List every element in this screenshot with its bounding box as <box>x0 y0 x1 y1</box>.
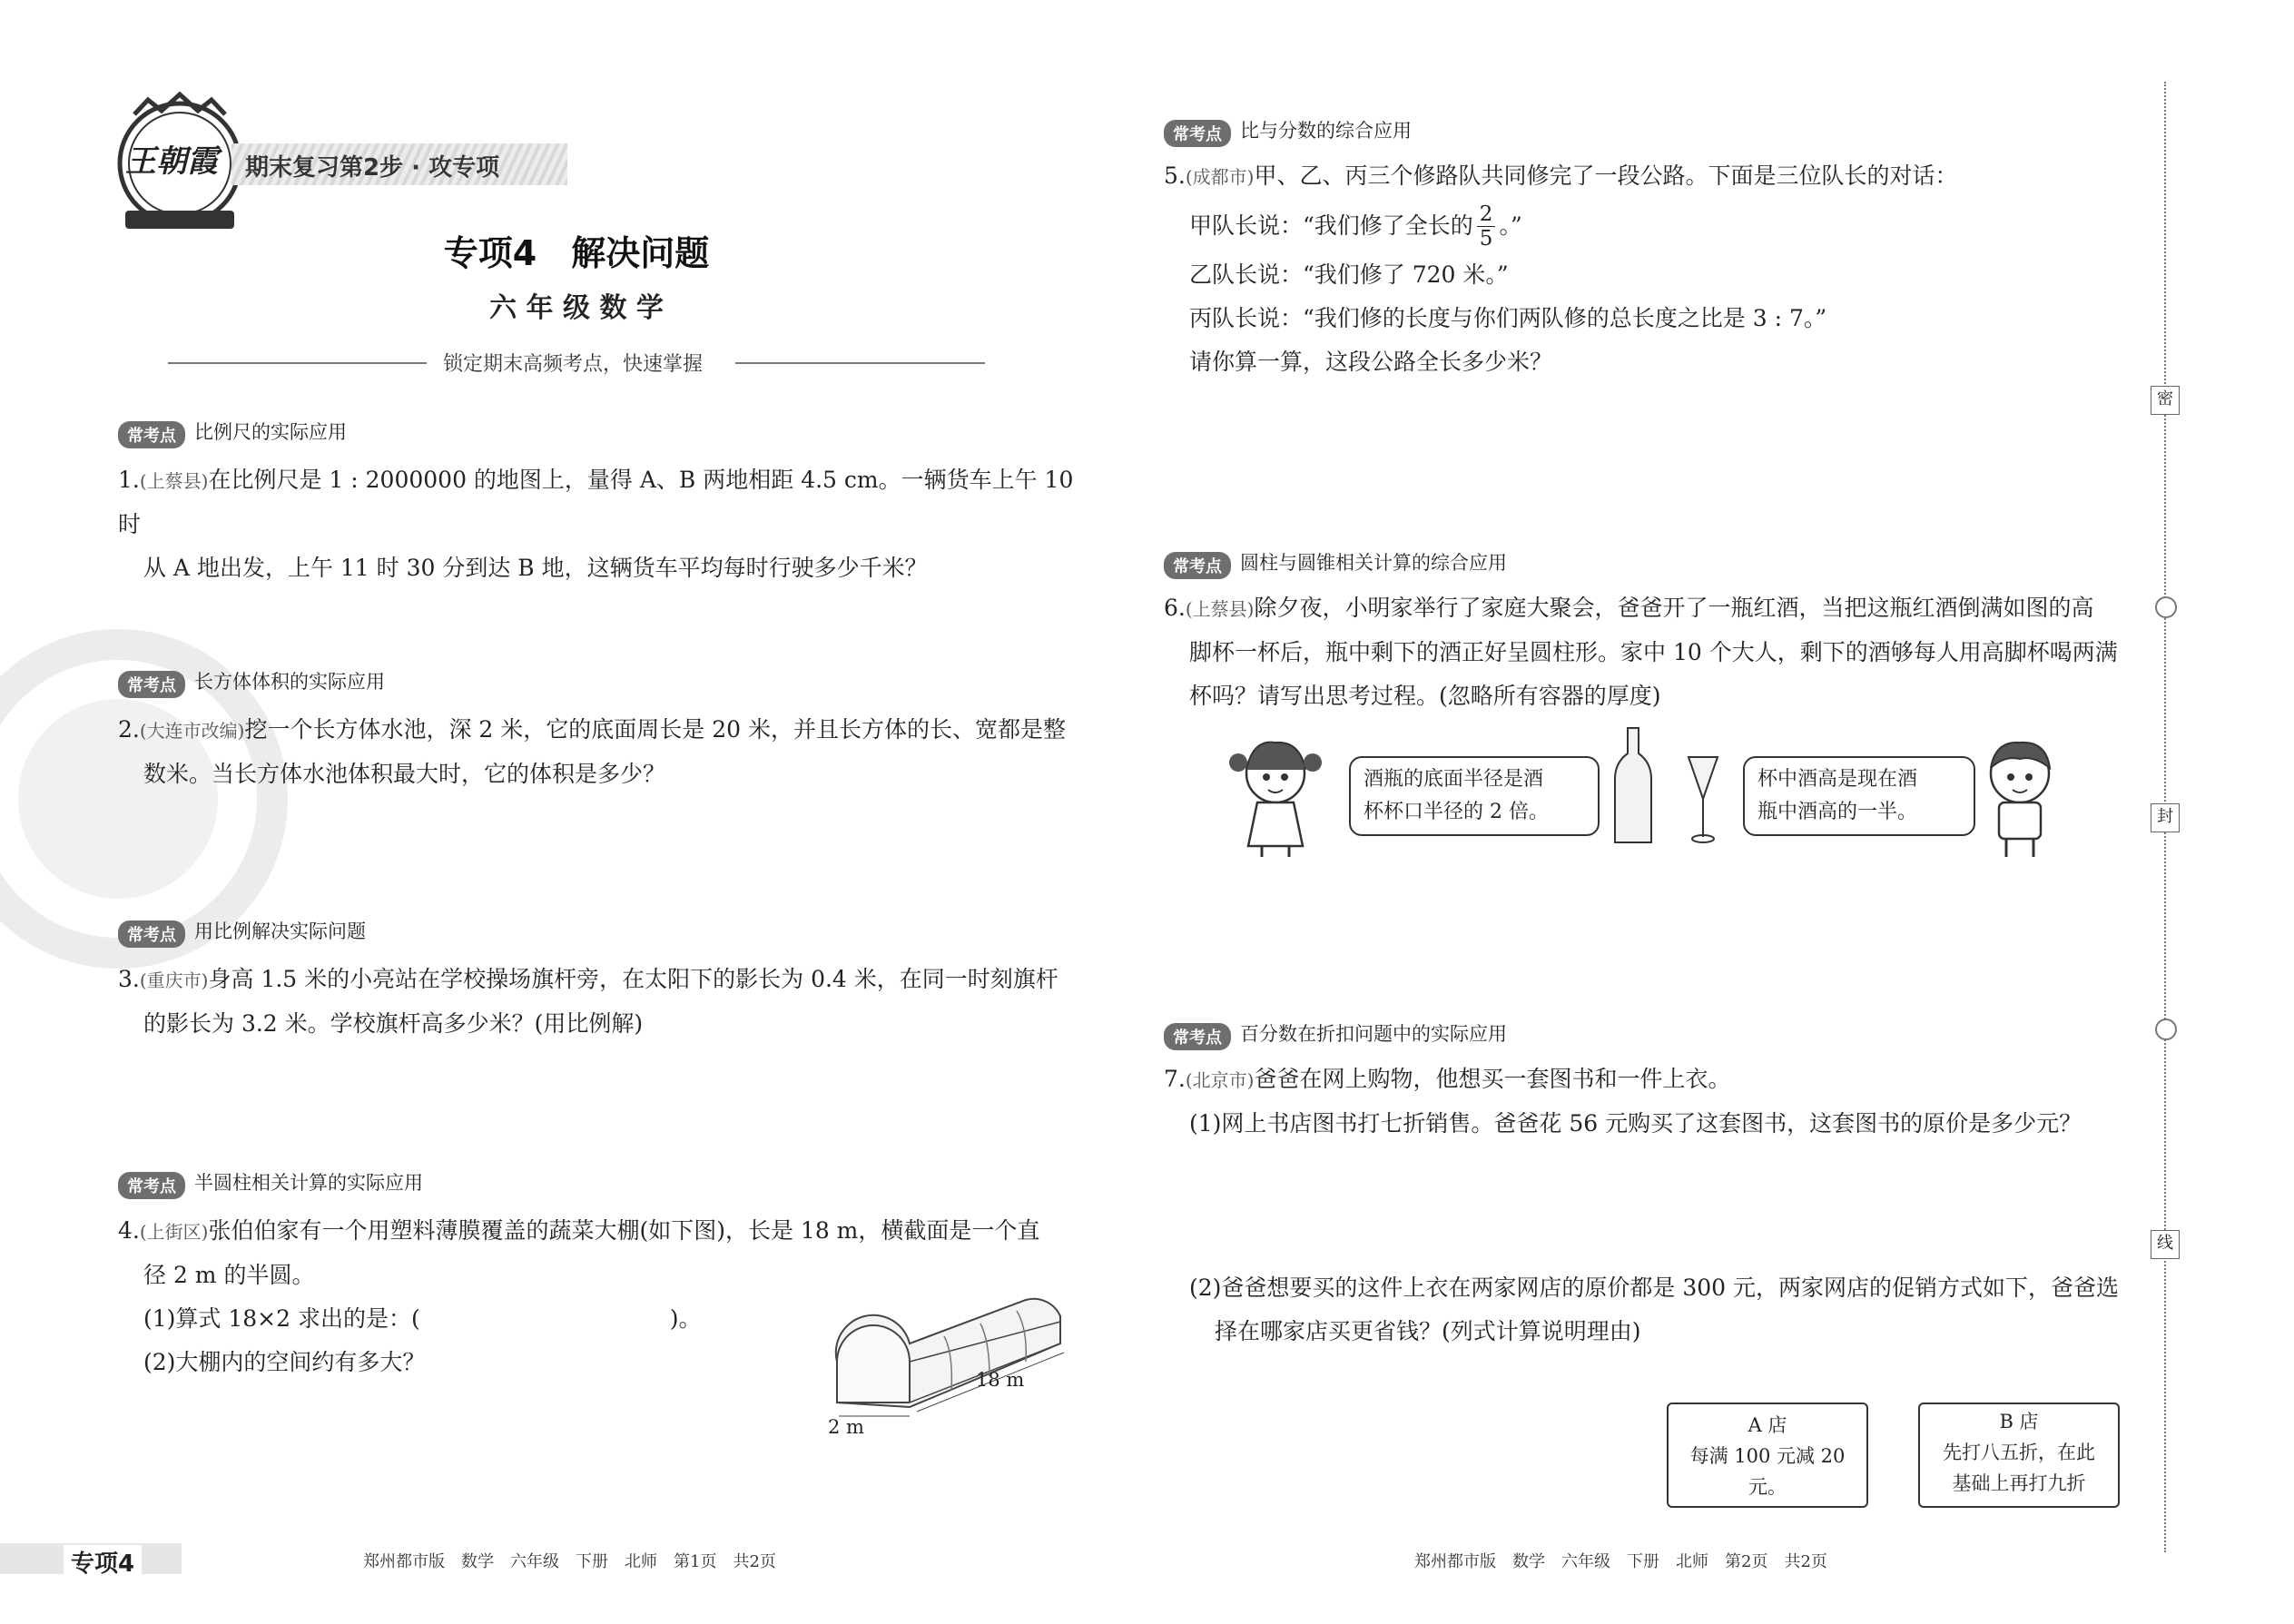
footer-label: 专项4 <box>64 1545 142 1579</box>
question-number: 5. <box>1164 162 1186 189</box>
question-line: 脚杯一杯后，瓶中剩下的酒正好呈圆柱形。家中 10 个大人，剩下的酒够每人用高脚杯喝两满 <box>1189 639 2118 665</box>
question-source: (大连市改编) <box>139 720 245 742</box>
section-1-heading <box>118 418 347 448</box>
key-point-text: 百分数在折扣问题中的实际应用 <box>1240 1023 1507 1045</box>
shop-a-text: 每满 100 元减 20 元。 <box>1689 1445 1846 1498</box>
bubble-text: 杯中酒高是现在酒 <box>1757 768 1918 791</box>
question-line: 的影长为 3.2 米。学校旗杆高多少米？(用比例解) <box>143 1010 644 1037</box>
question-source: (北京市) <box>1185 1069 1255 1091</box>
figure-length-label: 18 m <box>976 1369 1025 1391</box>
shop-a-box <box>1667 1403 1868 1508</box>
question-5 <box>1164 154 2153 384</box>
key-point-text: 比例尺的实际应用 <box>194 421 347 443</box>
question-source: (上蔡县) <box>1185 598 1255 620</box>
tagline-rule-left <box>168 362 427 364</box>
page-subtitle: 六 年 级 数 学 <box>489 292 664 324</box>
dialogue-line-3: 丙队长说：“我们修的长度与你们两队修的总长度之比是 3 : 7。” <box>1189 305 1827 331</box>
speech-bubble-left <box>1349 756 1600 836</box>
fraction-numerator: 2 <box>1477 202 1496 227</box>
question-number: 3. <box>118 966 140 992</box>
question-7-part-2 <box>1164 1266 2153 1353</box>
question-source: (重庆市) <box>139 969 209 991</box>
sub-question-2: (2)爸爸想要买的这件上衣在两家网店的原价都是 300 元，两家网店的促销方式如下，爸爸选 <box>1189 1275 2120 1301</box>
fraction <box>1477 202 1496 251</box>
key-point-text: 长方体体积的实际应用 <box>194 671 385 693</box>
boy-illustration <box>1970 735 2070 858</box>
section-4-heading <box>118 1168 423 1199</box>
key-point-text: 圆柱与圆锥相关计算的综合应用 <box>1240 552 1507 574</box>
section-3-heading <box>118 917 366 948</box>
tagline: 锁定期末高频考点，快速掌握 <box>443 353 704 376</box>
question-line: 径 2 m 的半圆。 <box>143 1262 315 1288</box>
key-point-badge: 常考点 <box>1164 1023 1231 1050</box>
banner-text: 期末复习第2步 · 攻专项 <box>245 154 500 182</box>
dialogue-text: 甲队长说：“我们修了全长的 <box>1189 212 1473 239</box>
shop-b-text: 先打八五折，在此 <box>1943 1442 2095 1463</box>
question-number: 2. <box>118 716 140 743</box>
question-number: 4. <box>118 1217 140 1244</box>
footer-right: 郑州都市版 数学 六年级 下册 北师 第2页 共2页 <box>1414 1552 1827 1571</box>
bubble-text: 杯杯口半径的 2 倍。 <box>1364 801 1549 823</box>
question-source: (上蔡县) <box>139 470 209 492</box>
bottle-icon <box>1611 726 1655 844</box>
question-3 <box>118 958 1080 1046</box>
question-number: 1. <box>118 467 140 493</box>
question-line: 挖一个长方体水池，深 2 米，它的底面周长是 20 米，并且长方体的长、宽都是整 <box>244 716 1066 743</box>
logo-name: 王朝霞 <box>125 143 218 180</box>
section-6-heading <box>1164 548 1507 579</box>
fraction-denominator: 5 <box>1479 226 1493 251</box>
dialogue-line-2: 乙队长说：“我们修了 720 米。” <box>1189 261 1509 288</box>
page-title: 专项4 解决问题 <box>443 233 710 273</box>
section-2-heading <box>118 667 385 698</box>
key-point-badge: 常考点 <box>118 421 185 448</box>
figure-diameter-label: 2 m <box>828 1416 864 1438</box>
question-line: 身高 1.5 米的小亮站在学校操场旗杆旁，在太阳下的影长为 0.4 米，在同一时刻旗杆 <box>208 966 1058 992</box>
question-line: 甲、乙、丙三个修路队共同修完了一段公路。下面是三位队长的对话： <box>1254 162 1958 189</box>
question-line: 爸爸在网上购物，他想买一套图书和一件上衣。 <box>1254 1066 1731 1092</box>
question-line: 数米。当长方体水池体积最大时，它的体积是多少？ <box>143 761 666 787</box>
question-2 <box>118 708 1080 796</box>
key-point-badge: 常考点 <box>118 920 185 948</box>
key-point-text: 用比例解决实际问题 <box>194 920 366 942</box>
question-ask: 请你算一算，这段公路全长多少米？ <box>1189 349 1553 375</box>
key-point-badge: 常考点 <box>1164 120 1231 147</box>
shop-b-text: 基础上再打九折 <box>1952 1472 2086 1494</box>
binding-label: 密 <box>2151 386 2180 415</box>
shop-b-title: B 店 <box>1999 1411 2039 1432</box>
footer-left: 郑州都市版 数学 六年级 下册 北师 第1页 共2页 <box>363 1552 776 1571</box>
sub-question-1: (1)网上书店图书打七折销售。爸爸花 56 元购买了这套图书，这套图书的原价是多少元？ <box>1189 1110 2082 1137</box>
binding-label: 封 <box>2151 803 2180 832</box>
sub-question-2: (2)大棚内的空间约有多大？ <box>143 1349 426 1375</box>
question-7 <box>1164 1058 2153 1146</box>
sub-question-2-cont: 择在哪家店买更省钱？(列式计算说明理由) <box>1215 1318 1641 1344</box>
binding-hole <box>2155 596 2177 618</box>
section-7-heading <box>1164 1019 1507 1050</box>
question-line: 在比例尺是 1 : 2000000 的地图上，量得 A、B 两地相距 4.5 cm。一辆货车上午 10 时 <box>118 467 1074 537</box>
question-number: 6. <box>1164 595 1186 621</box>
shop-a-title: A 店 <box>1748 1414 1787 1436</box>
key-point-text: 比与分数的综合应用 <box>1240 120 1412 142</box>
question-number: 7. <box>1164 1066 1186 1092</box>
bubble-text: 瓶中酒高的一半。 <box>1757 801 1918 823</box>
question-line: 杯吗？请写出思考过程。(忽略所有容器的厚度) <box>1189 683 1661 709</box>
speech-bubble-right <box>1743 756 1975 836</box>
key-point-badge: 常考点 <box>118 671 185 698</box>
girl-illustration <box>1226 735 1325 858</box>
key-point-badge: 常考点 <box>118 1172 185 1199</box>
question-line: 从 A 地出发，上午 11 时 30 分到达 B 地，这辆货车平均每时行驶多少千米？ <box>143 555 928 581</box>
bubble-text: 酒瓶的底面半径是酒 <box>1364 768 1544 791</box>
question-source: (上街区) <box>139 1221 209 1243</box>
binding-hole <box>2155 1019 2177 1040</box>
key-point-text: 半圆柱相关计算的实际应用 <box>194 1172 423 1194</box>
sub-question-1: (1)算式 18×2 求出的是：( )。 <box>143 1305 702 1332</box>
question-line: 张伯伯家有一个用塑料薄膜覆盖的蔬菜大棚(如下图)，长是 18 m，横截面是一个直 <box>208 1217 1040 1244</box>
question-line: 除夕夜，小明家举行了家庭大聚会，爸爸开了一瓶红酒，当把这瓶红酒倒满如图的高 <box>1254 595 2094 621</box>
shop-b-box <box>1918 1403 2120 1508</box>
dialogue-line-1 <box>1164 199 2153 253</box>
dialogue-text: 。” <box>1499 212 1522 239</box>
question-1 <box>118 458 1080 590</box>
section-5-heading <box>1164 116 1412 147</box>
question-6 <box>1164 586 2153 718</box>
binding-label: 线 <box>2151 1230 2180 1259</box>
question-source: (成都市) <box>1185 166 1255 188</box>
key-point-badge: 常考点 <box>1164 552 1231 579</box>
goblet-icon <box>1687 755 1719 844</box>
tagline-rule-right <box>735 362 985 364</box>
